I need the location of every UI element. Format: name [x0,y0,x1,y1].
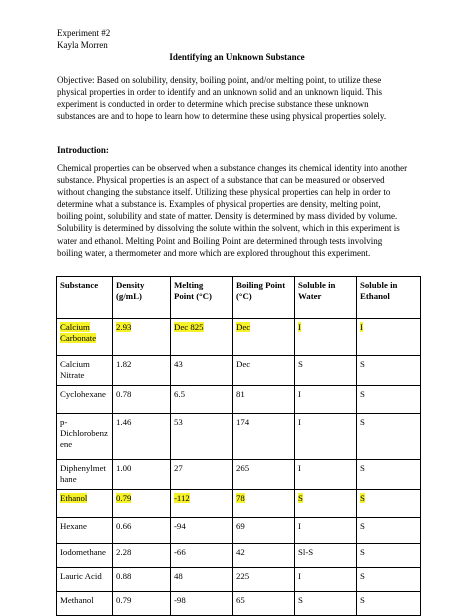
table-row [57,386,421,414]
table-cell [233,414,295,460]
cell-text: 265 [236,463,250,473]
table-cell [233,518,295,544]
table-cell [113,592,171,616]
table-cell [295,460,357,490]
cell-text: 65 [236,595,245,605]
cell-text: 69 [236,521,245,531]
table-cell [171,592,233,616]
table-header-row [57,277,421,319]
table-cell [295,319,357,356]
cell-text: -98 [174,595,186,605]
table-cell [233,386,295,414]
cell-text: 0.88 [116,571,132,581]
table-cell [57,490,113,518]
highlighted-cell-text: Dec 825 [174,322,204,332]
table-cell [113,490,171,518]
substance-table [56,276,421,616]
table-cell [57,544,113,568]
table-cell [233,490,295,518]
cell-text: 42 [236,547,245,557]
cell-text: I [298,521,301,531]
table-cell [171,460,233,490]
highlighted-cell-text: I [298,322,301,332]
table-cell [113,518,171,544]
cell-text: 43 [174,359,183,369]
table-cell [295,592,357,616]
table-cell [171,319,233,356]
introduction-paragraph: Chemical properties can be observed when a substance changes its chemical identity into another substance. Physical properties is an aspect of a substance that can be measured or observed without changing the substance itself. Utilizing these physical properties can help in order to determine what a substance is. Examples of physical properties are density, melting point, boiling point, solubility and state of matter. Density is determined by mass divided by volume. Solubility is determined by dissolving the solute within the solvent, which in this experiment is water and ethanol. Melting Point and Boiling Point are determined through tests involving boiling water, a thermometer and more which are explored throughout this experiment. [57,163,408,258]
table-cell [113,544,171,568]
table-cell [57,319,113,356]
cell-text: 0.78 [116,389,132,399]
cell-text: -94 [174,521,186,531]
cell-text: S [360,463,365,473]
table-cell [357,490,421,518]
cell-text: 53 [174,417,183,427]
table-cell [357,460,421,490]
table-cell [171,544,233,568]
table-row [57,490,421,518]
table-cell [57,518,113,544]
highlighted-cell-text: 0.79 [116,493,132,503]
author-name: Kayla Morren [57,40,108,50]
cell-text: 0.66 [116,521,132,531]
table-cell [233,356,295,386]
highlighted-cell-text: Dec [236,322,251,332]
table-cell [357,518,421,544]
cell-text: I [298,389,301,399]
cell-text: Diphenylmet hane [60,463,106,485]
table-cell [233,568,295,592]
table-cell [357,568,421,592]
cell-text: 174 [236,417,250,427]
table-row [57,544,421,568]
cell-text: S [298,595,303,605]
table-cell [57,414,113,460]
table-cell [57,460,113,490]
cell-text: 6.5 [174,389,185,399]
highlighted-cell-text: Ethanol [60,493,88,503]
table-row [57,592,421,616]
table-header-cell [171,277,233,319]
cell-text: S [360,417,365,427]
table-cell [233,460,295,490]
table-header-cell [357,277,421,319]
cell-text: Lauric Acid [60,571,102,581]
cell-text: S [360,547,365,557]
table-cell [113,356,171,386]
table-cell [295,356,357,386]
cell-text: S [360,571,365,581]
table-header-text: Soluble in Ethanol [360,280,398,302]
table-header-text: Substance [60,280,99,290]
table-cell [113,386,171,414]
table-cell [171,490,233,518]
cell-text: Methanol [60,595,94,605]
cell-text: 27 [174,463,183,473]
cell-text: S [360,595,365,605]
cell-text: I [298,417,301,427]
cell-text: p- Dichlorobenz ene [60,417,108,450]
experiment-number: Experiment #2 [57,28,111,38]
cell-text: S [360,359,365,369]
table-cell [57,568,113,592]
table-cell [295,544,357,568]
cell-text: 81 [236,389,245,399]
table-cell [171,414,233,460]
table-header-cell [295,277,357,319]
table-cell [171,386,233,414]
table-row [57,319,421,356]
table-header-text: Density (g/mL) [116,280,145,302]
table-cell [113,460,171,490]
table-row [57,460,421,490]
table-cell [295,518,357,544]
table-cell [57,386,113,414]
table-header-cell [57,277,113,319]
table-cell [357,386,421,414]
cell-text: 1.46 [116,417,132,427]
table-cell [57,592,113,616]
table-cell [357,592,421,616]
highlighted-cell-text: 2.93 [116,322,132,332]
table-cell [233,544,295,568]
table-cell [233,592,295,616]
table-cell [357,319,421,356]
cell-text: 0.79 [116,595,132,605]
table-row [57,518,421,544]
table-cell [295,490,357,518]
objective-paragraph: Objective: Based on solubility, density, boiling point, and/or melting point, to utilize these physical properties in order to identify and an unknown solid and an unknown liquid. This experiment is conducted in order to determine which precise substance these unknown substances are and to hope to learn how to determine these using physical properties solely. [57,75,387,122]
table-cell [113,414,171,460]
table-cell [171,518,233,544]
cell-text: Hexane [60,521,87,531]
table-cell [357,356,421,386]
cell-text: Dec [236,359,251,369]
table-cell [233,319,295,356]
cell-text: I [298,463,301,473]
highlighted-cell-text: Calcium Carbonate [60,322,97,344]
table-header-text: Melting Point (°C) [174,280,212,302]
cell-text: 2.28 [116,547,132,557]
cell-text: Sl-S [298,547,314,557]
highlighted-cell-text: S [298,493,303,503]
cell-text: I [298,571,301,581]
cell-text: 225 [236,571,250,581]
highlighted-cell-text: I [360,322,363,332]
table-cell [113,319,171,356]
table-cell [171,356,233,386]
cell-text: S [360,389,365,399]
table-row [57,356,421,386]
cell-text: 48 [174,571,183,581]
table-row [57,568,421,592]
highlighted-cell-text: 78 [236,493,245,503]
table-header-cell [233,277,295,319]
cell-text: -66 [174,547,186,557]
cell-text: 1.00 [116,463,132,473]
document-title: Identifying an Unknown Substance [169,52,305,62]
table-cell [295,414,357,460]
table-row [57,414,421,460]
cell-text: Calcium Nitrate [60,359,90,381]
table-header-text: Soluble in Water [298,280,336,302]
highlighted-cell-text: S [360,493,365,503]
cell-text: Iodomethane [60,547,106,557]
table-cell [113,568,171,592]
table-cell [295,568,357,592]
table-cell [357,544,421,568]
cell-text: S [298,359,303,369]
table-header-cell [113,277,171,319]
cell-text: S [360,521,365,531]
table-cell [295,386,357,414]
table-cell [57,356,113,386]
cell-text: 1.82 [116,359,132,369]
table-cell [171,568,233,592]
introduction-heading: Introduction: [57,145,109,155]
table-header-text: Boiling Point (°C) [236,280,286,302]
table-cell [357,414,421,460]
highlighted-cell-text: -112 [174,493,190,503]
cell-text: Cyclohexane [60,389,106,399]
